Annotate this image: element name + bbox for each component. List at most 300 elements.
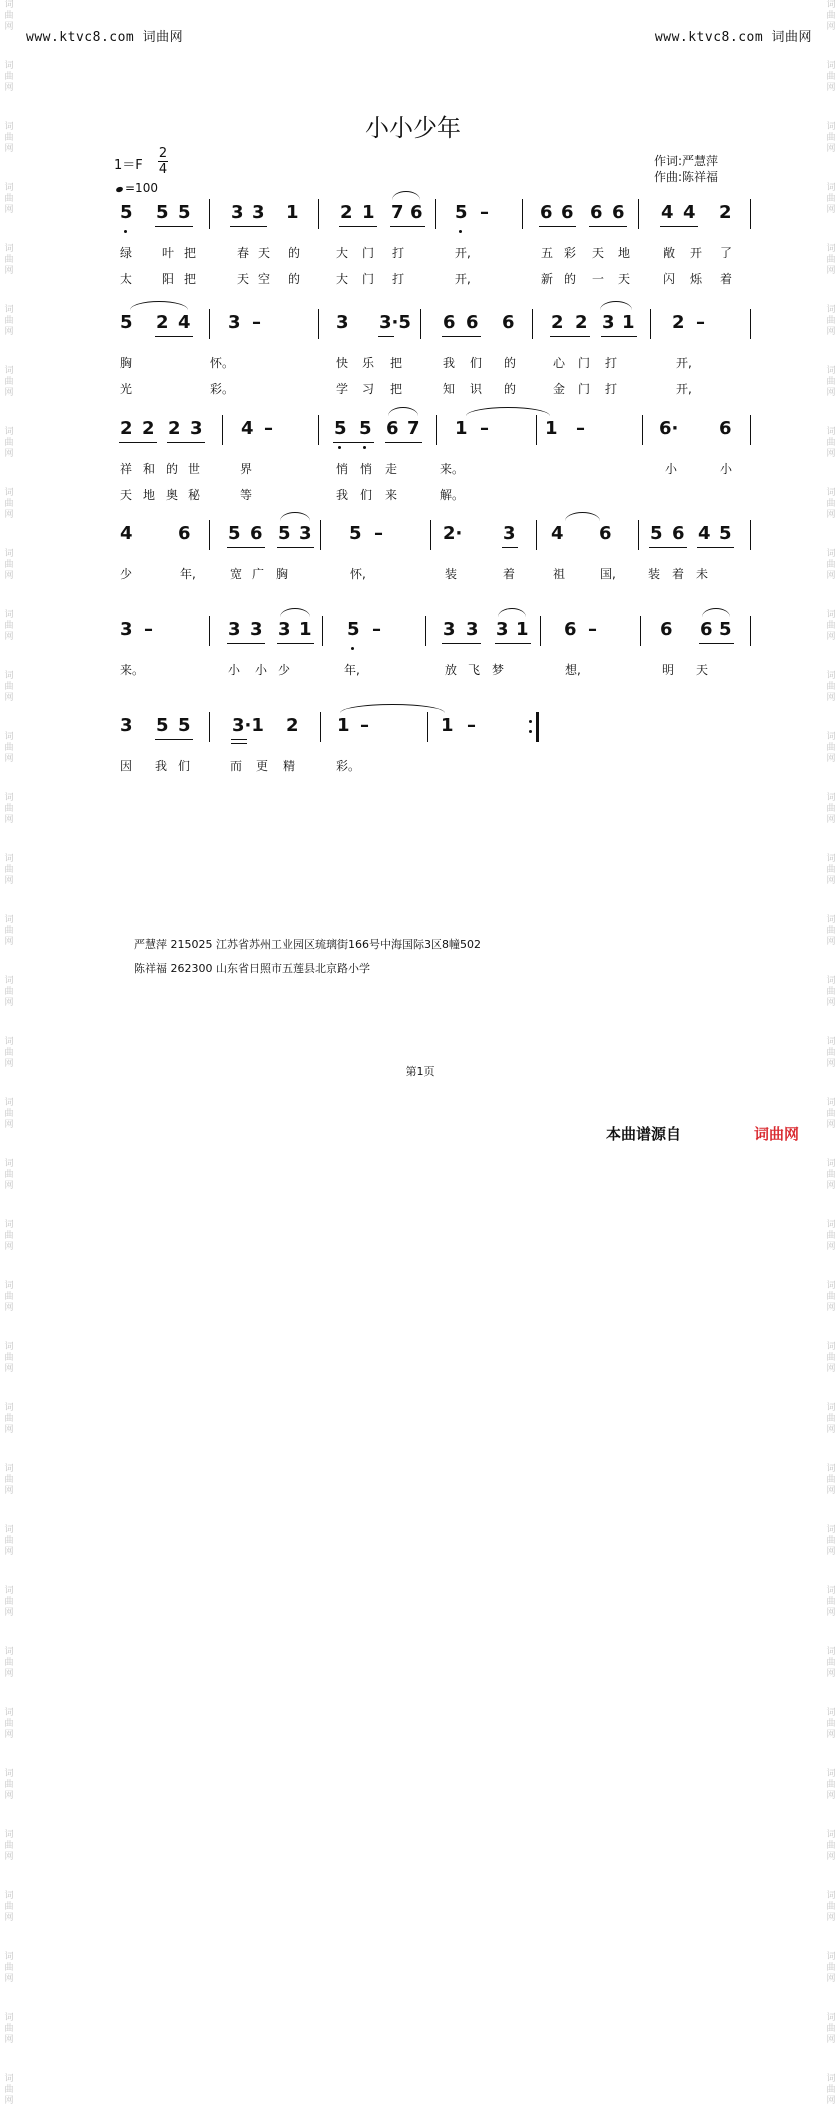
- note: 6: [410, 202, 423, 223]
- note: 5: [650, 523, 663, 544]
- underline: [231, 739, 247, 740]
- note: 5: [156, 202, 169, 223]
- underline: [699, 643, 734, 644]
- underline: [660, 226, 698, 227]
- lyric: 年,: [180, 567, 196, 581]
- lyric: 飞: [468, 663, 481, 677]
- note: 5: [228, 523, 241, 544]
- lyric: 打: [605, 382, 618, 396]
- note: 4: [178, 312, 191, 333]
- watermark-group: 词 曲 网: [4, 1403, 14, 1435]
- lyric: 新: [541, 272, 554, 286]
- note: –: [588, 619, 597, 640]
- underline: [277, 643, 314, 644]
- lyric: 着: [503, 567, 516, 581]
- lyric: 宽: [230, 567, 243, 581]
- low-octave-dot: [459, 230, 462, 233]
- address-composer: 陈祥福 262300 山东省日照市五莲县北京路小学: [134, 962, 370, 975]
- watermark-group: 词 曲 网: [826, 1891, 836, 1923]
- watermark-group: 词 曲 网: [826, 671, 836, 703]
- lyric: 心: [553, 356, 566, 370]
- note: 6: [564, 619, 577, 640]
- note: 1: [299, 619, 312, 640]
- note: 3: [443, 619, 456, 640]
- note: 6: [700, 619, 713, 640]
- watermark-group: 词 曲 网: [4, 549, 14, 581]
- note: 5: [455, 202, 468, 223]
- barline: [322, 616, 323, 646]
- note: 3: [228, 619, 241, 640]
- note: 3·5: [379, 312, 411, 333]
- note: 5: [359, 418, 372, 439]
- note: 1: [455, 418, 468, 439]
- lyric: 地: [618, 246, 631, 260]
- watermark-group: 词 曲 网: [826, 1220, 836, 1252]
- watermark-group: 词 曲 网: [826, 1525, 836, 1557]
- lyric: 怀,: [350, 567, 366, 581]
- lyric: 门: [578, 382, 591, 396]
- watermark-group: 词 曲 网: [4, 1098, 14, 1130]
- watermark-group: 词 曲 网: [4, 244, 14, 276]
- lyric: 烁: [690, 272, 703, 286]
- note: –: [372, 619, 381, 640]
- lyric: 打: [392, 272, 405, 286]
- note: 4: [551, 523, 564, 544]
- tempo-value: =100: [125, 181, 158, 195]
- note: 4: [241, 418, 254, 439]
- barline: [320, 520, 321, 550]
- watermark-group: 词 曲 网: [4, 1220, 14, 1252]
- lyric: 知: [443, 382, 456, 396]
- watermark-group: 词 曲 网: [4, 61, 14, 93]
- lyric: 因: [120, 759, 133, 773]
- note: 3: [190, 418, 203, 439]
- note: 5: [719, 523, 732, 544]
- watermark-group: 词 曲 网: [4, 1281, 14, 1313]
- lyric: 的: [288, 246, 301, 260]
- watermark-group: 词 曲 网: [826, 732, 836, 764]
- barline: [430, 520, 431, 550]
- barline: [318, 415, 319, 445]
- note: 3·1: [232, 715, 264, 736]
- note: 6: [443, 312, 456, 333]
- underline: [502, 547, 518, 548]
- slur: [340, 704, 445, 713]
- lyric: 金: [553, 382, 566, 396]
- note: 2: [719, 202, 732, 223]
- lyric: 把: [184, 246, 197, 260]
- note: 5: [334, 418, 347, 439]
- time-numerator: 2: [158, 146, 168, 161]
- lyric: 把: [184, 272, 197, 286]
- lyric: 悄: [360, 462, 373, 476]
- lyric: 来: [385, 488, 398, 502]
- lyric: 敞: [663, 246, 676, 260]
- watermark-group: 词 曲 网: [826, 1708, 836, 1740]
- barline: [427, 712, 428, 742]
- lyric: 识: [470, 382, 483, 396]
- repeat-dot: [529, 730, 532, 733]
- lyric: 的: [288, 272, 301, 286]
- barline: [222, 415, 223, 445]
- lyric: 装: [445, 567, 458, 581]
- lyric: 少: [120, 567, 133, 581]
- note: 2: [340, 202, 353, 223]
- note: –: [480, 418, 489, 439]
- lyric: 快: [336, 356, 349, 370]
- source-site[interactable]: 词曲网: [754, 1125, 800, 1143]
- lyric: 想,: [565, 663, 581, 677]
- lyric: 的: [564, 272, 577, 286]
- watermark-group: 词 曲 网: [4, 1769, 14, 1801]
- lyric: 年,: [344, 663, 360, 677]
- lyric: 光: [120, 382, 133, 396]
- note: 3: [496, 619, 509, 640]
- note: 5: [719, 619, 732, 640]
- lyric: 学: [336, 382, 349, 396]
- watermark-group: 词 曲 网: [826, 549, 836, 581]
- lyric: 秘: [188, 488, 201, 502]
- note: 3: [602, 312, 615, 333]
- underline: [378, 336, 394, 337]
- watermark-group: 词 曲 网: [4, 427, 14, 459]
- lyric: 和: [143, 462, 156, 476]
- lyric: 放: [445, 663, 458, 677]
- watermark-group: 词 曲 网: [4, 1647, 14, 1679]
- slur: [280, 608, 310, 617]
- note: 6: [561, 202, 574, 223]
- watermark-group: 词 曲 网: [4, 1525, 14, 1557]
- watermark-group: 词 曲 网: [826, 427, 836, 459]
- note: 2: [120, 418, 133, 439]
- watermark-group: 词 曲 网: [4, 1464, 14, 1496]
- watermark-group: 词 曲 网: [4, 793, 14, 825]
- slur: [702, 608, 730, 617]
- lyric: 打: [605, 356, 618, 370]
- watermark-group: 词 曲 网: [826, 488, 836, 520]
- lyric: 胸: [276, 567, 289, 581]
- barline: [750, 520, 751, 550]
- lyric: 彩。: [210, 382, 235, 396]
- barline: [435, 199, 436, 229]
- barline: [638, 199, 639, 229]
- lyric: 胸: [120, 356, 133, 370]
- note: 1: [286, 202, 299, 223]
- note: 1: [516, 619, 529, 640]
- lyric: 来。: [120, 663, 145, 677]
- note: 1: [441, 715, 454, 736]
- note: 6·: [659, 418, 679, 439]
- barline: [318, 199, 319, 229]
- lyric: 着: [720, 272, 733, 286]
- lyric: 的: [504, 382, 517, 396]
- watermark-group: 词 曲 网: [4, 2074, 14, 2106]
- slur: [466, 407, 550, 416]
- note: 6: [502, 312, 515, 333]
- tempo-mark: [116, 181, 158, 195]
- watermark-group: 词 曲 网: [826, 1647, 836, 1679]
- note: 6: [660, 619, 673, 640]
- lyric: 小: [665, 462, 678, 476]
- watermark-group: 词 曲 网: [4, 1342, 14, 1374]
- barline: [750, 415, 751, 445]
- lyric: 我: [155, 759, 168, 773]
- watermark-group: 词 曲 网: [826, 1037, 836, 1069]
- song-title: 小小少年: [365, 114, 461, 142]
- note: –: [360, 715, 369, 736]
- time-signature: [158, 146, 168, 177]
- site-url-left[interactable]: www.ktvc8.com 词曲网: [26, 30, 184, 45]
- watermark-group: 词 曲 网: [826, 915, 836, 947]
- lyric: 彩: [564, 246, 577, 260]
- barline: [318, 309, 319, 339]
- lyric: 打: [392, 246, 405, 260]
- note: –: [252, 312, 261, 333]
- lyric: 空: [258, 272, 271, 286]
- underline: [589, 226, 627, 227]
- note: 6: [590, 202, 603, 223]
- lyric: 天: [696, 663, 709, 677]
- lyric: 门: [362, 246, 375, 260]
- underline: [550, 336, 590, 337]
- lyric: 春: [237, 246, 250, 260]
- barline: [540, 616, 541, 646]
- watermark-group: 词 曲 网: [826, 1830, 836, 1862]
- note: 3: [299, 523, 312, 544]
- lyric: 开: [690, 246, 703, 260]
- barline: [750, 199, 751, 229]
- quarter-note-icon: [115, 186, 123, 193]
- lyric: 着: [672, 567, 685, 581]
- watermark-group: 词 曲 网: [826, 1281, 836, 1313]
- watermark-group: 词 曲 网: [826, 793, 836, 825]
- site-url-right[interactable]: www.ktvc8.com 词曲网: [654, 30, 812, 45]
- watermark-group: 词 曲 网: [4, 1708, 14, 1740]
- watermark-group: 词 曲 网: [826, 1464, 836, 1496]
- low-octave-dot: [363, 446, 366, 449]
- note: 6: [540, 202, 553, 223]
- barline: [650, 309, 651, 339]
- note: 7: [391, 202, 404, 223]
- lyric: 开,: [455, 246, 471, 260]
- lyric: 乐: [362, 356, 375, 370]
- note: 6: [612, 202, 625, 223]
- low-octave-dot: [351, 647, 354, 650]
- slur: [392, 191, 420, 200]
- note: 4: [698, 523, 711, 544]
- underline: [390, 226, 425, 227]
- lyric: 界: [240, 462, 253, 476]
- underline: [155, 336, 193, 337]
- watermark-group: 词 曲 网: [4, 671, 14, 703]
- repeat-dot: [529, 720, 532, 723]
- note: 3: [250, 619, 263, 640]
- note: –: [374, 523, 383, 544]
- watermark-group: 词 曲 网: [826, 183, 836, 215]
- lyric: 把: [390, 356, 403, 370]
- note: 5: [349, 523, 362, 544]
- slur: [498, 608, 526, 617]
- note: 6: [178, 523, 191, 544]
- underline: [155, 226, 193, 227]
- time-denominator: 4: [158, 162, 168, 177]
- source-label: 本曲谱源自: [606, 1125, 682, 1143]
- lyric: 大: [336, 246, 349, 260]
- watermark-group: 词 曲 网: [826, 1586, 836, 1618]
- watermark-group: 词 曲 网: [826, 366, 836, 398]
- note: 3: [278, 619, 291, 640]
- note: 3: [120, 619, 133, 640]
- watermark-group: 词 曲 网: [826, 1098, 836, 1130]
- slur: [565, 512, 600, 521]
- lyric: 彩。: [336, 759, 361, 773]
- barline: [436, 415, 437, 445]
- lyric: 了: [720, 246, 733, 260]
- lyric: 开,: [676, 382, 692, 396]
- lyric: 悄: [336, 462, 349, 476]
- lyric: 未: [696, 567, 709, 581]
- note: 5: [178, 715, 191, 736]
- lyric: 的: [504, 356, 517, 370]
- watermark-group: 词 曲 网: [826, 1952, 836, 1984]
- note: –: [144, 619, 153, 640]
- note: 2: [575, 312, 588, 333]
- note: –: [696, 312, 705, 333]
- barline: [750, 309, 751, 339]
- lyric: 天: [237, 272, 250, 286]
- note: 4: [120, 523, 133, 544]
- watermark-group: 词 曲 网: [826, 1403, 836, 1435]
- note: 3: [503, 523, 516, 544]
- underline: [227, 547, 265, 548]
- lyric: 天: [258, 246, 271, 260]
- lyric: 小: [228, 663, 241, 677]
- lyric: 少: [278, 663, 291, 677]
- watermark-group: 词 曲 网: [4, 1586, 14, 1618]
- watermark-group: 词 曲 网: [4, 610, 14, 642]
- note: 2: [672, 312, 685, 333]
- underline: [442, 336, 481, 337]
- barline: [209, 712, 210, 742]
- note: 6: [599, 523, 612, 544]
- note: 5: [278, 523, 291, 544]
- watermark-group: 词 曲 网: [826, 610, 836, 642]
- note: 5: [178, 202, 191, 223]
- barline: [536, 520, 537, 550]
- barline: [209, 309, 210, 339]
- note: 2: [286, 715, 299, 736]
- watermark-group: 词 曲 网: [4, 2013, 14, 2045]
- lyric: 们: [178, 759, 191, 773]
- underline: [230, 226, 267, 227]
- note: –: [576, 418, 585, 439]
- note: 3: [228, 312, 241, 333]
- lyric: 门: [578, 356, 591, 370]
- lyric: 一: [592, 272, 605, 286]
- underline: [155, 739, 193, 740]
- underline: [697, 547, 734, 548]
- barline: [209, 199, 210, 229]
- note: 1: [337, 715, 350, 736]
- lyric: 怀。: [210, 356, 235, 370]
- lyric: 解。: [440, 488, 465, 502]
- barline: [642, 415, 643, 445]
- lyric: 阳: [162, 272, 175, 286]
- watermark-group: 词 曲 网: [826, 122, 836, 154]
- underline: [119, 442, 157, 443]
- lyric: 把: [390, 382, 403, 396]
- note: 5: [347, 619, 360, 640]
- underline: [385, 442, 422, 443]
- lyric: 太: [120, 272, 133, 286]
- lyric: 小: [255, 663, 268, 677]
- watermark-left: [2, 0, 16, 2106]
- watermark-group: 词 曲 网: [826, 1769, 836, 1801]
- underline: [277, 547, 314, 548]
- note: 3: [231, 202, 244, 223]
- watermark-group: 词 曲 网: [4, 1037, 14, 1069]
- credits: [654, 153, 718, 185]
- watermark-group: 词 曲 网: [4, 183, 14, 215]
- lyric: 们: [360, 488, 373, 502]
- final-barline: [536, 712, 539, 742]
- lyric: 而: [230, 759, 243, 773]
- watermark-group: 词 曲 网: [4, 854, 14, 886]
- slur: [130, 301, 188, 310]
- barline: [536, 415, 537, 445]
- note: 2·: [443, 523, 463, 544]
- note: 1: [622, 312, 635, 333]
- barline: [420, 309, 421, 339]
- note: 2: [551, 312, 564, 333]
- watermark-group: 词 曲 网: [826, 0, 836, 32]
- lyric: 奥: [166, 488, 179, 502]
- composer: 作曲:陈祥福: [654, 170, 719, 184]
- lyric: 门: [362, 272, 375, 286]
- note: –: [264, 418, 273, 439]
- barline: [209, 616, 210, 646]
- watermark-group: 词 曲 网: [4, 0, 14, 32]
- note: 2: [142, 418, 155, 439]
- underline: [601, 336, 637, 337]
- watermark-group: 词 曲 网: [4, 305, 14, 337]
- watermark-group: 词 曲 网: [826, 244, 836, 276]
- note: 3: [336, 312, 349, 333]
- watermark-group: 词 曲 网: [826, 305, 836, 337]
- underline: [231, 743, 247, 744]
- lyric: 等: [240, 488, 253, 502]
- lyric: 绿: [120, 246, 133, 260]
- lyric: 更: [256, 759, 269, 773]
- underline: [339, 226, 377, 227]
- lyric: 大: [336, 272, 349, 286]
- lyric: 天: [592, 246, 605, 260]
- note: 1: [545, 418, 558, 439]
- low-octave-dot: [338, 446, 341, 449]
- address-lyricist: 严慧萍 215025 江苏省苏州工业园区琉璃街166号中海国际3区8幢502: [134, 938, 481, 951]
- slur: [600, 301, 632, 310]
- underline: [649, 547, 687, 548]
- note: –: [467, 715, 476, 736]
- note: 3: [466, 619, 479, 640]
- note: 3: [252, 202, 265, 223]
- watermark-group: 词 曲 网: [4, 488, 14, 520]
- watermark-group: 词 曲 网: [4, 915, 14, 947]
- note: 6: [250, 523, 263, 544]
- lyric: 装: [648, 567, 661, 581]
- barline: [522, 199, 523, 229]
- lyric: 精: [283, 759, 296, 773]
